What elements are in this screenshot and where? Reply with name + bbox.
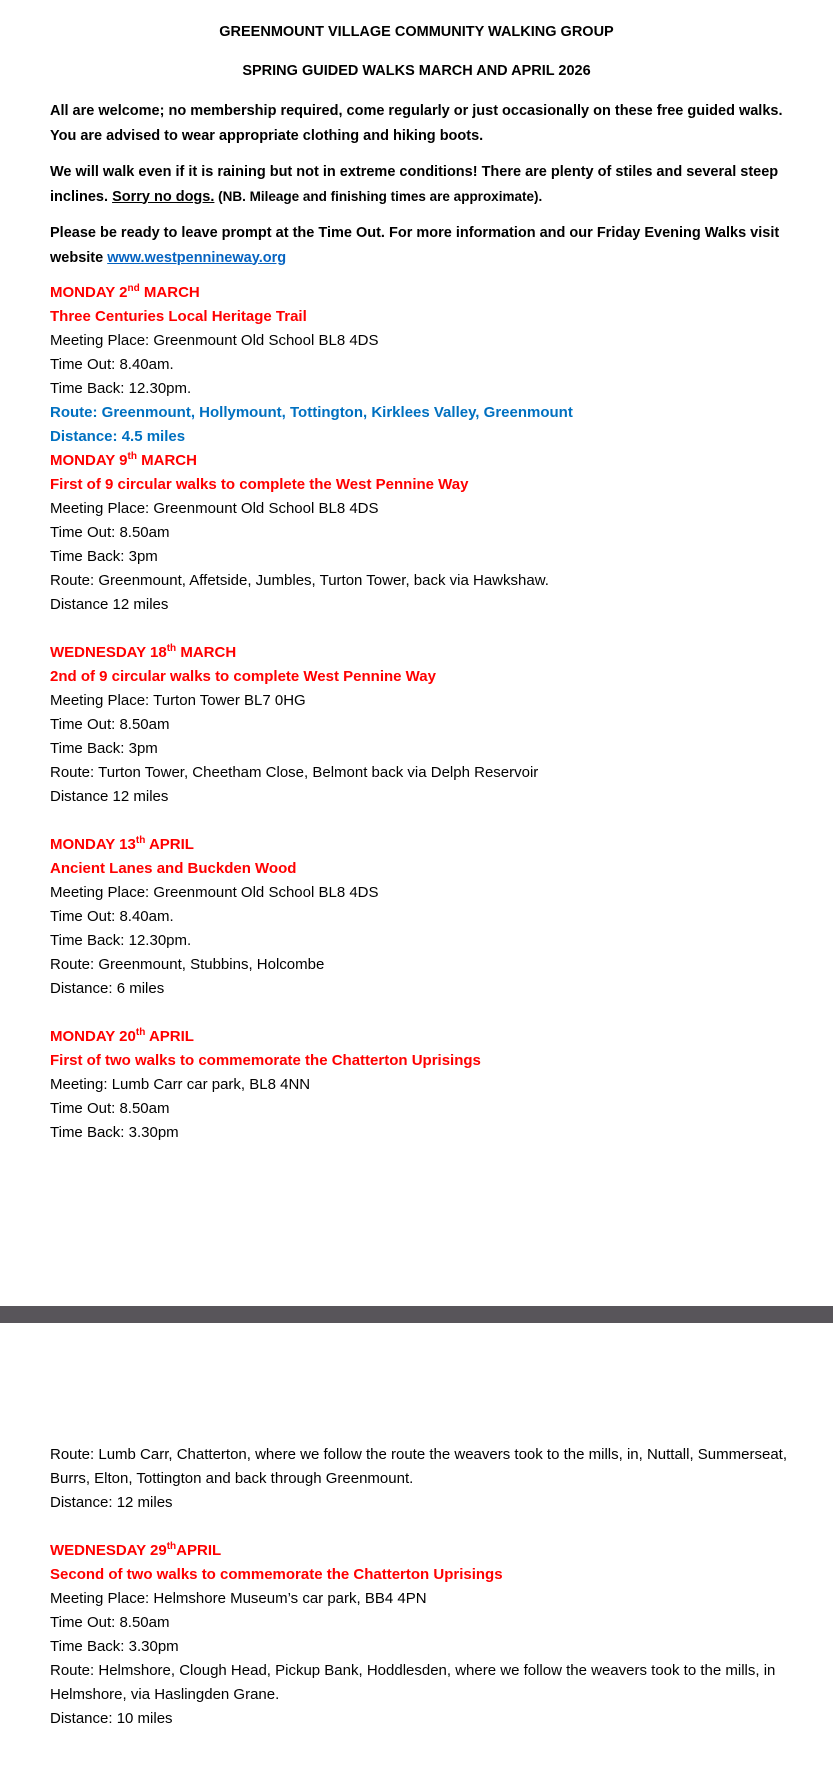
no-dogs-notice: Sorry no dogs. bbox=[112, 188, 215, 205]
walk-entry-6 bbox=[50, 1539, 800, 1731]
mileage-note: (NB. Mileage and finishing times are approximate). bbox=[214, 188, 543, 204]
walk-route: Route: Turton Tower, Cheetham Close, Belmont back via Delph Reservoir bbox=[50, 764, 539, 781]
walk-date: MONDAY 9th MARCH bbox=[50, 451, 197, 469]
walk-name: 2nd of 9 circular walks to complete West Pennine Way bbox=[50, 668, 436, 685]
walk-entry-3 bbox=[50, 641, 800, 809]
document-page-2 bbox=[0, 1323, 833, 1770]
walk-entry-2 bbox=[50, 449, 800, 617]
intro-welcome: All are welcome; no membership required, come regularly or just occasionally on these free guided walks. You are advised to wear appropriate clothing and hiking boots. bbox=[50, 103, 783, 144]
page-break-divider bbox=[0, 1306, 833, 1323]
walk-time-back: Time Back: 3.30pm bbox=[50, 1638, 179, 1655]
walk-date: MONDAY 13th APRIL bbox=[50, 835, 194, 853]
walk-distance: Distance 12 miles bbox=[50, 788, 169, 805]
walk-date: WEDNESDAY 29thAPRIL bbox=[50, 1541, 222, 1559]
walk-time-back: Time Back: 3.30pm bbox=[50, 1124, 179, 1141]
walk-name: Ancient Lanes and Buckden Wood bbox=[50, 860, 297, 877]
walks-list-page-1 bbox=[50, 281, 800, 1145]
walk-time-back: Time Back: 12.30pm. bbox=[50, 932, 192, 949]
walk-time-back: Time Back: 12.30pm. bbox=[50, 380, 192, 397]
walks-list-page-2 bbox=[50, 1443, 800, 1731]
intro-info bbox=[50, 221, 800, 270]
walk-time-out: Time Out: 8.40am. bbox=[50, 356, 174, 373]
walk-time-out: Time Out: 8.50am bbox=[50, 1614, 170, 1631]
walk-time-out: Time Out: 8.50am bbox=[50, 716, 170, 733]
walk-time-out: Time Out: 8.40am. bbox=[50, 908, 174, 925]
walk-meeting-place: Meeting Place: Greenmount Old School BL8 4DS bbox=[50, 332, 379, 349]
walk-meeting-place: Meeting Place: Turton Tower BL7 0HG bbox=[50, 692, 306, 709]
walk-5-distance: Distance: 12 miles bbox=[50, 1494, 173, 1511]
walk-date: MONDAY 20th APRIL bbox=[50, 1027, 194, 1045]
walk-date: WEDNESDAY 18th MARCH bbox=[50, 643, 237, 661]
walk-route: Route: Greenmount, Affetside, Jumbles, Turton Tower, back via Hawkshaw. bbox=[50, 572, 549, 589]
document-title: GREENMOUNT VILLAGE COMMUNITY WALKING GROUP bbox=[219, 24, 614, 40]
walk-route: Route: Greenmount, Hollymount, Tottington, Kirklees Valley, Greenmount bbox=[50, 404, 573, 421]
walk-distance: Distance: 10 miles bbox=[50, 1710, 173, 1727]
intro-weather-text: We will walk even if it is raining but not in extreme conditions! There are plenty of stiles and several steep inclines. bbox=[50, 164, 779, 205]
walk-entry-5 bbox=[50, 1025, 800, 1145]
walk-date: MONDAY 2nd MARCH bbox=[50, 283, 200, 301]
walk-name: First of two walks to commemorate the Chatterton Uprisings bbox=[50, 1052, 481, 1069]
walk-time-back: Time Back: 3pm bbox=[50, 548, 158, 565]
walk-meeting-place: Meeting Place: Greenmount Old School BL8 4DS bbox=[50, 500, 379, 517]
walk-meeting-place: Meeting Place: Helmshore Museum’s car park, BB4 4PN bbox=[50, 1590, 427, 1607]
website-link[interactable]: www.westpennineway.org bbox=[107, 249, 287, 266]
walk-time-out: Time Out: 8.50am bbox=[50, 1100, 170, 1117]
walk-time-out: Time Out: 8.50am bbox=[50, 524, 170, 541]
walk-route: Route: Helmshore, Clough Head, Pickup Bank, Hoddlesden, where we follow the weavers took to the mills, in Helmshore, via Haslingden Grane. bbox=[50, 1662, 776, 1703]
walk-meeting-place: Meeting Place: Greenmount Old School BL8 4DS bbox=[50, 884, 379, 901]
walk-route: Route: Greenmount, Stubbins, Holcombe bbox=[50, 956, 325, 973]
walk-name: First of 9 circular walks to complete the West Pennine Way bbox=[50, 476, 469, 493]
walk-time-back: Time Back: 3pm bbox=[50, 740, 158, 757]
walk-meeting-place: Meeting: Lumb Carr car park, BL8 4NN bbox=[50, 1076, 311, 1093]
walk-distance: Distance: 4.5 miles bbox=[50, 428, 186, 445]
walk-distance: Distance 12 miles bbox=[50, 596, 169, 613]
walk-name: Three Centuries Local Heritage Trail bbox=[50, 308, 307, 325]
walk-5-route: Route: Lumb Carr, Chatterton, where we follow the route the weavers took to the mills, in, Nuttall, Summerseat, Burrs, Elton, Tottington and back through Greenmount. bbox=[50, 1446, 787, 1487]
walk-distance: Distance: 6 miles bbox=[50, 980, 165, 997]
intro-info-text: Please be ready to leave prompt at the Time Out. For more information and our Friday Evening Walks visit website bbox=[50, 225, 780, 266]
walk-entry-4 bbox=[50, 833, 800, 1001]
walk-name: Second of two walks to commemorate the Chatterton Uprisings bbox=[50, 1566, 503, 1583]
document-subtitle: SPRING GUIDED WALKS MARCH AND APRIL 2026 bbox=[242, 63, 591, 79]
intro-section bbox=[50, 99, 800, 270]
walk-entry-1 bbox=[50, 281, 800, 449]
intro-weather bbox=[50, 160, 800, 209]
